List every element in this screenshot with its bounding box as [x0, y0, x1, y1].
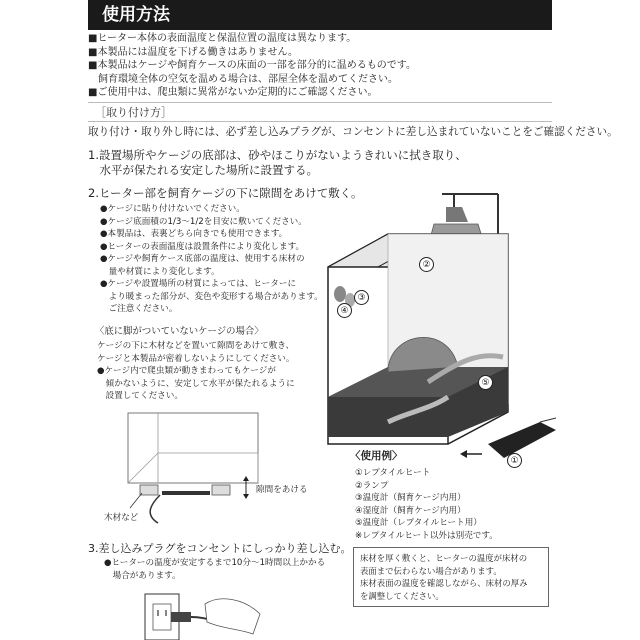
- note-line: ■ご使用中は、爬虫類に異常がないか定期的にご確認ください。: [88, 87, 378, 98]
- no-legs-line: ●ケージ内で爬虫類が動きまわってもケージが: [97, 366, 276, 376]
- note-line: ■ヒーター本体の表面温度と保温位置の温度は異なります。: [88, 33, 357, 44]
- note-line: 飼育環境全体の空気を温める場合は、部屋全体を温めてください。: [88, 73, 398, 85]
- callout-1: ①: [507, 453, 522, 468]
- usage-heading: 〈使用例〉: [350, 450, 403, 462]
- usage-item: ⑤温度計（レプタイルヒート用）: [355, 518, 482, 528]
- no-legs-line: ケージの下に木材などを置いて隙間をあけて敷き、: [97, 341, 295, 351]
- bullet: ●ヒーターの表面温度は設置条件により変化します。: [100, 241, 305, 252]
- step1-line1: 1.設置場所やケージの底部は、砂やほこりがないようきれいに拭き取り、: [88, 148, 467, 162]
- callout-5: ⑤: [478, 375, 493, 390]
- arrow-icon: [458, 448, 484, 460]
- note-line: ■本製品はケージや飼育ケースの床面の一部を部分的に温めるものです。: [88, 60, 416, 71]
- no-legs-line: ケージと本製品が密着しないようにしてください。: [97, 353, 295, 364]
- install-intro: 取り付け・取り外し時には、必ず差し込みプラグが、コンセントに差し込まれていないことをご確認ください。: [88, 126, 618, 138]
- step3-line: ●ヒーターの温度が安定するまで10分〜1時間以上かかる: [104, 558, 326, 568]
- page-title: 使用方法: [88, 0, 552, 30]
- substrate-note-box: [353, 547, 549, 607]
- bullet: より暖まった部分が、変色や変形する場合があります。: [100, 291, 323, 302]
- terrarium-illustration: [318, 182, 558, 462]
- step1-line2: 水平が保たれる安定した場所に設置する。: [88, 163, 318, 177]
- substrate-note-line: 床材を厚く敷くと、ヒーターの温度が床材の: [360, 553, 528, 563]
- no-legs-text: [97, 340, 295, 403]
- callout-2: ②: [419, 257, 434, 272]
- note-line: ■本製品には温度を下げる働きはありません。: [88, 46, 299, 58]
- bullet: ●本製品は、表裏どちら向きでも使用できます。: [100, 229, 288, 239]
- bullet: ●ケージ底面積の1/3〜1/2を目安に敷いてください。: [100, 216, 307, 227]
- usage-item: ②ランプ: [355, 480, 389, 491]
- usage-list: [355, 467, 498, 542]
- install-heading: ［取り付け方］: [95, 106, 172, 119]
- usage-note: ※レプタイルヒート以外は別売です。: [355, 530, 498, 541]
- bullet: ●ケージに貼り付けないでください。: [100, 204, 245, 214]
- gap-label: 隙間をあける: [256, 485, 308, 495]
- step2-bullets: [100, 203, 323, 316]
- divider: [88, 121, 552, 122]
- callout-3: ③: [354, 290, 369, 305]
- bullet: ●ケージや設置場所の材質によっては、ヒーターに: [100, 279, 297, 289]
- step2-heading: 2.ヒーター部を飼育ケージの下に隙間をあけて敷く。: [88, 186, 363, 200]
- callout-4: ④: [337, 303, 352, 318]
- substrate-note-line: 床材表面の温度を確認しながら、床材の厚み: [360, 578, 528, 589]
- wood-label: 木材など: [104, 513, 139, 523]
- bullet: 量や材質により変化します。: [100, 266, 220, 277]
- outlet-plug-illustration: [135, 584, 275, 640]
- no-legs-line: 設置してください。: [97, 391, 183, 401]
- substrate-note-line: を調整してください。: [360, 590, 444, 601]
- bullet: ●ケージや飼育ケース底部の温度は、使用する床材の: [100, 254, 305, 264]
- no-legs-heading: 〈底に脚がついていないケージの場合〉: [95, 326, 264, 337]
- notes-list: [88, 32, 416, 100]
- bullet: ご注意ください。: [100, 304, 178, 314]
- step3-line: 場合があります。: [104, 570, 181, 581]
- usage-item: ①レプタイルヒート: [355, 468, 431, 478]
- substrate-note-line: 表面まで伝わらない場合があります。: [360, 565, 502, 576]
- usage-item: ③温度計（飼育ケージ内用）: [355, 493, 466, 503]
- step3-heading: 3.差し込みプラグをコンセントにしっかり差し込む。: [88, 542, 352, 555]
- divider: [88, 102, 552, 103]
- step3-text: [104, 557, 325, 582]
- no-legs-line: 傾かないように、安定して水平が保たれるように: [97, 378, 295, 389]
- usage-item: ④湿度計（飼育ケージ内用）: [355, 505, 466, 516]
